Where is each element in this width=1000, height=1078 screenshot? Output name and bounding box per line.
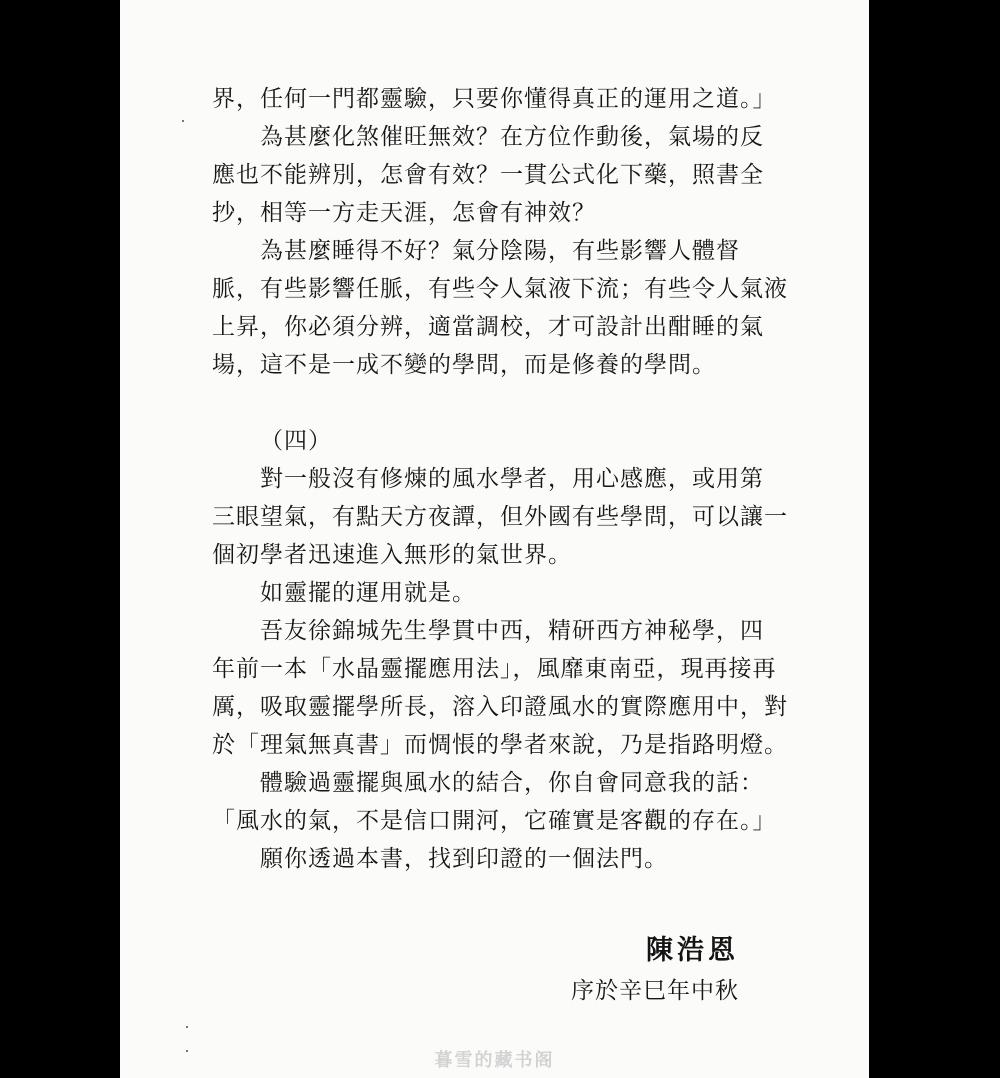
scan-speck [186, 1026, 188, 1028]
author-signature: 陳浩恩 [646, 935, 739, 966]
text-line: 如靈擺的運用就是。 [260, 580, 476, 606]
text-line: 體驗過靈擺與風水的結合，你自會同意我的話： [260, 770, 764, 796]
text-line: 對一般沒有修煉的風水學者，用心感應，或用第 [260, 466, 764, 492]
text-line: 界，任何一門都靈驗，只要你懂得真正的運用之道。」 [212, 86, 777, 112]
text-line: 個初學者迅速進入無形的氣世界。 [212, 542, 572, 568]
body-text [212, 80, 788, 878]
text-line: 於「理氣無真書」而惆悵的學者來說，乃是指路明燈。 [212, 732, 788, 758]
text-line: 應也不能辨別，怎會有效？一貫公式化下藥，照書全 [212, 162, 764, 188]
scan-speck [182, 120, 184, 122]
section-spacer [212, 384, 752, 422]
watermark: 暮雪的藏书阁 [434, 1050, 555, 1071]
section-heading: （四） [260, 428, 332, 454]
text-line: 年前一本「水晶靈擺應用法」，風靡東南亞，現再接再 [212, 656, 777, 682]
text-line: 為甚麼化煞催旺無效？在方位作動後，氣場的反 [260, 124, 764, 150]
scan-speck [186, 1050, 188, 1052]
text-line: 「風水的氣，不是信口開河，它確實是客觀的存在。」 [212, 808, 777, 834]
text-line: 抄，相等一方走天涯，怎會有神效？ [212, 200, 596, 226]
text-line: 願你透過本書，找到印證的一個法門。 [260, 846, 668, 872]
text-line: 場，這不是一成不變的學問，而是修養的學問。 [212, 352, 716, 378]
text-line: 厲，吸取靈擺學所長，溶入印證風水的實際應用中，對 [212, 694, 788, 720]
text-line: 三眼望氣，有點天方夜譚，但外國有些學問，可以讓一 [212, 504, 788, 530]
text-line: 為甚麼睡得不好？氣分陰陽，有些影響人體督 [260, 238, 740, 264]
text-line: 脈，有些影響任脈，有些令人氣液下流；有些令人氣液 [212, 276, 788, 302]
text-line: 上昇，你必須分辨，適當調校，才可設計出酣睡的氣 [212, 314, 764, 340]
text-line: 吾友徐錦城先生學貫中西，精研西方神秘學，四 [260, 618, 764, 644]
book-page [120, 0, 869, 1078]
preface-date: 序於辛巳年中秋 [571, 978, 739, 1004]
